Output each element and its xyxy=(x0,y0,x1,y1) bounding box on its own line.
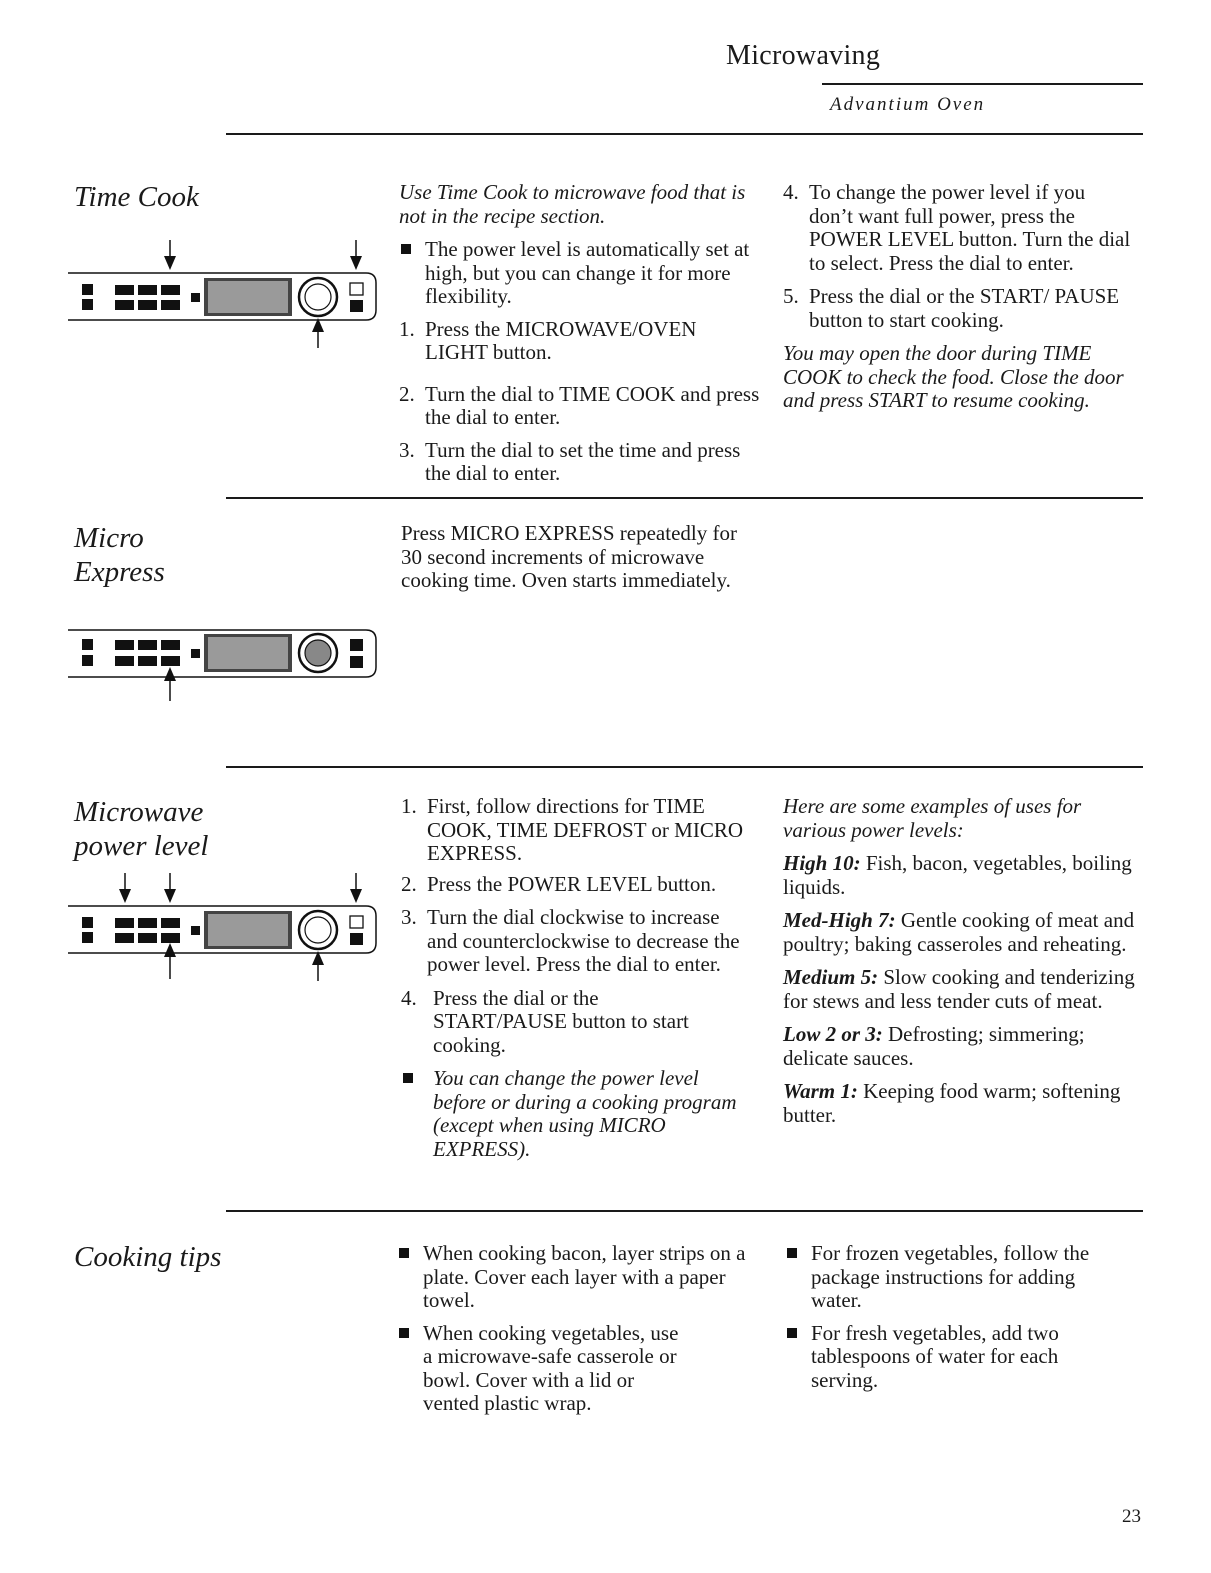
power-level-title-line2: power level xyxy=(74,830,209,862)
power-level-example-low xyxy=(783,1023,1148,1070)
power-level-step-3 xyxy=(401,906,771,977)
step-text: Press the MICROWAVE/OVEN LIGHT button. xyxy=(425,316,697,364)
header-rule-short xyxy=(822,83,1143,85)
power-level-control-panel-illustration xyxy=(60,873,380,988)
power-level-example-med-high xyxy=(783,909,1148,956)
step-text: Turn the dial clockwise to increase and counterclockwise to decrease the power level. Press the dial to enter. xyxy=(427,905,740,976)
step-text: Press the dial or the START/PAUSE button to start cooking. xyxy=(433,985,689,1057)
power-level-bullet xyxy=(401,1067,771,1161)
micro-express-title xyxy=(74,521,165,589)
step-text: Press the dial or the START/ PAUSE button to start cooking. xyxy=(809,284,1120,332)
step-number: 2. xyxy=(399,381,415,406)
bullet-square-icon xyxy=(403,1073,413,1083)
cooking-tip-text: When cooking bacon, layer strips on a plate. Cover each layer with a paper towel. xyxy=(423,1241,746,1312)
power-level-example-medium xyxy=(783,966,1148,1013)
step-number: 2. xyxy=(401,871,417,896)
cooking-tip-vegetables xyxy=(397,1322,757,1416)
step-number: 3. xyxy=(401,905,417,929)
page-number: 23 xyxy=(1122,1506,1141,1527)
step-number: 1. xyxy=(401,794,417,818)
step-number: 1. xyxy=(399,316,415,341)
step-text: To change the power level if you don’t want full power, press the POWER LEVEL button. Turn the dial to select. Press the dial to enter. xyxy=(809,180,1131,275)
example-label: Warm 1: xyxy=(783,1079,858,1103)
step-number: 4. xyxy=(783,180,799,204)
section-rule-micro-express xyxy=(226,497,1143,499)
example-text: Keeping food warm; softening butter. xyxy=(783,1079,1121,1127)
micro-express-text: Press MICRO EXPRESS repeatedly for 30 second increments of microwave cooking time. Oven starts immediately. xyxy=(401,521,737,592)
page-title: Microwaving xyxy=(726,40,881,71)
time-cook-step-2 xyxy=(399,383,764,430)
example-text: Fish, bacon, vegetables, boiling liquids. xyxy=(783,851,1132,899)
time-cook-step-5 xyxy=(783,285,1133,332)
time-cook-step-4 xyxy=(783,181,1133,275)
time-cook-step-1 xyxy=(399,318,764,365)
power-level-step-1 xyxy=(401,795,771,866)
cooking-tips-title: Cooking tips xyxy=(74,1241,222,1273)
step-number: 3. xyxy=(399,437,415,462)
bullet-square-icon xyxy=(399,1248,409,1258)
power-level-step-2 xyxy=(401,873,771,897)
bullet-square-icon xyxy=(787,1328,797,1338)
power-level-title xyxy=(74,795,208,863)
power-level-title-line1: Microwave xyxy=(74,796,204,828)
example-label: Medium 5: xyxy=(783,965,879,989)
micro-express-control-panel-illustration xyxy=(60,625,380,705)
step-text: Turn the dial to set the time and press the dial to enter. xyxy=(425,437,741,485)
step-number: 5. xyxy=(783,284,799,308)
example-text: Slow cooking and tenderizing for stews and less tender cuts of meat. xyxy=(783,965,1135,1013)
time-cook-control-panel-illustration xyxy=(60,240,380,355)
header-rule-long xyxy=(226,133,1143,135)
time-cook-intro: Use Time Cook to microwave food that is not in the recipe section. xyxy=(399,180,746,228)
step-text: Press the POWER LEVEL button. xyxy=(427,871,717,896)
time-cook-bullet-text: The power level is automatically set at high, but you can change it for more flexibility. xyxy=(425,237,750,308)
example-text: Defrosting; simmering; delicate sauces. xyxy=(783,1022,1085,1070)
time-cook-note: You may open the door during TIME COOK to check the food. Close the door and press START to resume cooking. xyxy=(783,341,1124,412)
example-text: Gentle cooking of meat and poultry; baking casseroles and reheating. xyxy=(783,908,1135,956)
time-cook-step-3 xyxy=(399,439,764,486)
bullet-square-icon xyxy=(787,1248,797,1258)
bullet-square-icon xyxy=(401,244,411,254)
section-rule-cooking-tips xyxy=(226,1210,1143,1212)
cooking-tip-frozen-vegetables xyxy=(785,1242,1105,1313)
step-text: First, follow directions for TIME COOK, TIME DEFROST or MICRO EXPRESS. xyxy=(427,794,744,865)
micro-express-title-line2: Express xyxy=(74,556,165,588)
power-level-step-4 xyxy=(401,987,771,1058)
cooking-tip-text: For fresh vegetables, add two tablespoons of water for each serving. xyxy=(811,1320,1059,1392)
power-level-example-warm xyxy=(783,1080,1148,1127)
power-level-bullet-text: You can change the power level before or during a cooking program (except when using MICRO EXPRESS). xyxy=(433,1066,737,1161)
cooking-tip-fresh-vegetables xyxy=(785,1322,1105,1393)
example-label: High 10: xyxy=(783,851,861,875)
example-label: Med-High 7: xyxy=(783,908,896,932)
cooking-tip-bacon xyxy=(397,1242,757,1313)
power-level-example-high xyxy=(783,852,1148,899)
example-label: Low 2 or 3: xyxy=(783,1022,883,1046)
bullet-square-icon xyxy=(399,1328,409,1338)
power-level-examples-intro: Here are some examples of uses for various power levels: xyxy=(783,794,1082,842)
step-text: Turn the dial to TIME COOK and press the dial to enter. xyxy=(425,381,760,429)
micro-express-title-line1: Micro xyxy=(74,522,144,554)
cooking-tip-text: When cooking vegetables, use a microwave-safe casserole or bowl. Cover with a lid or vented plastic wrap. xyxy=(423,1320,679,1415)
page-subtitle: Advantium Oven xyxy=(830,94,986,115)
time-cook-title: Time Cook xyxy=(74,181,199,213)
step-number: 4. xyxy=(401,985,417,1010)
cooking-tip-text: For frozen vegetables, follow the package instructions for adding water. xyxy=(811,1241,1090,1312)
time-cook-bullet xyxy=(399,238,764,309)
section-rule-power-level xyxy=(226,766,1143,768)
